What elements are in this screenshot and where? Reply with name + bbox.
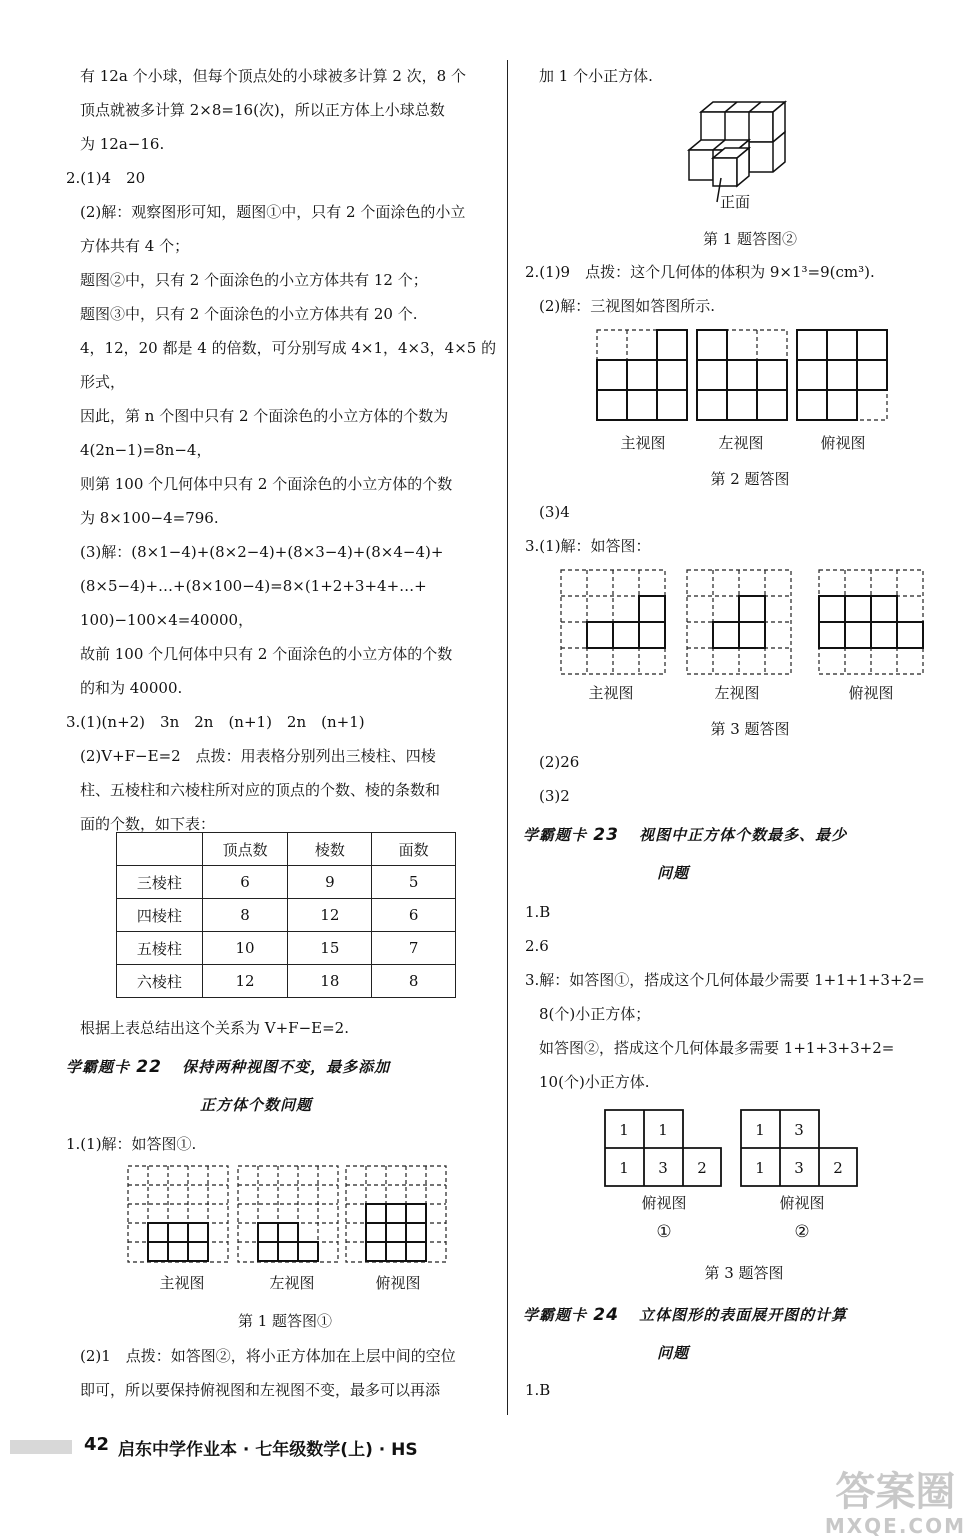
table-cell: 12 — [288, 899, 372, 932]
grid-cell: 1 — [755, 1159, 765, 1177]
text-line: 1.B — [525, 1381, 551, 1399]
page-number: 42 — [84, 1434, 110, 1455]
text-line: (3)解：(8×1−4)+(8×2−4)+(8×3−4)+(8×4−4)+ — [80, 543, 444, 561]
text-line: 的和为 40000. — [80, 679, 183, 697]
table-header-cell: 棱数 — [288, 833, 372, 866]
figure-caption: 第 1 题答图② — [702, 230, 798, 248]
text-line: (2)V+F−E=2 点拨：用表格分别列出三棱柱、四棱 — [80, 747, 436, 765]
figure-mark: ① — [656, 1222, 672, 1242]
card-label: 学霸题卡 — [66, 1058, 131, 1076]
table-cell: 四棱柱 — [117, 899, 203, 932]
section-header-23-cont: 问题 — [657, 864, 690, 882]
text-line: 形式， — [80, 373, 126, 391]
card-number: 22 — [136, 1057, 162, 1077]
text-line: 根据上表总结出这个关系为 V+F−E=2. — [80, 1019, 349, 1037]
text-line: 3.(1)(n+2) 3n 2n (n+1) 2n (n+1) — [66, 713, 365, 731]
table-cell: 6 — [372, 899, 456, 932]
text-line: 即可，所以要保持俯视图和左视图不变，最多可以再添 — [80, 1381, 441, 1399]
text-line: 3.解：如答图①，搭成这个几何体最少需要 1+1+1+3+2= — [525, 971, 925, 989]
view-label: 左视图 — [714, 684, 760, 702]
figure-caption: 第 3 题答图 — [710, 720, 790, 738]
text-line: 2.(1)9 点拨：这个几何体的体积为 9×1³=9(cm³). — [525, 263, 875, 281]
view-label: 俯视图 — [820, 434, 866, 452]
text-line: 加 1 个小正方体. — [539, 67, 653, 85]
table-cell: 10 — [202, 932, 288, 965]
text-line: (8×5−4)+…+(8×100−4)=8×(1+2+3+4+…+ — [80, 577, 427, 595]
table-cell: 8 — [202, 899, 288, 932]
text-line: 柱、五棱柱和六棱柱所对应的顶点的个数、棱的条数和 — [80, 781, 441, 799]
figure-caption: 第 2 题答图 — [710, 470, 790, 488]
prism-table — [116, 832, 456, 998]
grid-cell: 3 — [794, 1121, 804, 1139]
grid-cell: 1 — [619, 1159, 629, 1177]
view-label: 主视图 — [620, 434, 666, 452]
view-label: 俯视图 — [779, 1194, 825, 1212]
text-line: 8(个)小正方体； — [539, 1005, 651, 1023]
table-cell: 五棱柱 — [117, 932, 203, 965]
text-line: 方体共有 4 个； — [80, 237, 190, 255]
grid-cell: 1 — [755, 1121, 765, 1139]
grid-cell: 2 — [833, 1159, 843, 1177]
text-line: 3.(1)解：如答图： — [525, 537, 651, 555]
text-line: 题图②中，只有 2 个面涂色的小立方体共有 12 个； — [80, 271, 428, 289]
section-header-24 — [523, 1304, 847, 1325]
text-line: (2)解：三视图如答图所示. — [539, 297, 716, 315]
table-header-row — [117, 833, 456, 866]
view-label: 俯视图 — [375, 1274, 421, 1292]
text-line: 面的个数，如下表： — [80, 815, 216, 833]
text-line: 1.B — [525, 903, 551, 921]
text-line: 如答图②，搭成这个几何体最多需要 1+1+3+3+2= — [539, 1039, 895, 1057]
text-line: (3)4 — [539, 503, 570, 521]
card-number: 23 — [593, 825, 619, 845]
figure-caption: 第 1 题答图① — [237, 1312, 333, 1330]
text-line: (2)1 点拨：如答图②，将小正方体加在上层中间的空位 — [80, 1347, 456, 1365]
q1-views-figure — [126, 1164, 446, 1264]
table-cell: 9 — [288, 866, 372, 899]
q2-views-figure — [595, 328, 895, 422]
text-line: (2)26 — [539, 753, 580, 771]
table-header-cell: 顶点数 — [202, 833, 288, 866]
watermark-text: 答案圈 — [835, 1469, 956, 1515]
view-label: 主视图 — [159, 1274, 205, 1292]
table-cell: 6 — [202, 866, 288, 899]
text-line: 有 12a 个小球，但每个顶点处的小球被多计算 2 次，8 个 — [80, 67, 466, 85]
figure-mark: ② — [794, 1222, 810, 1242]
grid-cell: 2 — [697, 1159, 707, 1177]
text-line: 2.6 — [525, 937, 549, 955]
text-line: 为 12a−16. — [80, 135, 165, 153]
table-cell: 8 — [372, 965, 456, 998]
book-title: 启东中学作业本 · 七年级数学(上) · HS — [118, 1440, 418, 1460]
grid-cell: 1 — [658, 1121, 668, 1139]
table-cell: 15 — [288, 932, 372, 965]
view-label: 主视图 — [588, 684, 634, 702]
table-cell: 三棱柱 — [117, 866, 203, 899]
text-line: 因此，第 n 个图中只有 2 个面涂色的小立方体的个数为 — [80, 407, 449, 425]
section-header-24-cont: 问题 — [657, 1344, 690, 1362]
table-header-cell: 面数 — [372, 833, 456, 866]
table-header-cell — [117, 833, 203, 866]
text-line: 顶点就被多计算 2×8=16(次)，所以正方体上小球总数 — [80, 101, 445, 119]
table-cell: 7 — [372, 932, 456, 965]
text-line: 100)−100×4=40000， — [80, 611, 254, 629]
watermark-url: MXQE.COM — [824, 1514, 966, 1538]
table-row — [117, 899, 456, 932]
watermark-logo — [825, 1470, 966, 1538]
text-line: 4，12，20 都是 4 的倍数，可分别写成 4×1，4×3，4×5 的 — [80, 339, 497, 357]
card-title: 立体图形的表面展开图的计算 — [639, 1306, 848, 1324]
text-line: 2.(1)4 20 — [66, 169, 146, 187]
table-cell: 12 — [202, 965, 288, 998]
text-line: 为 8×100−4=796. — [80, 509, 219, 527]
page-footer — [0, 1418, 974, 1478]
card-title: 视图中正方体个数最多、最少 — [639, 826, 848, 844]
card-label: 学霸题卡 — [523, 1306, 588, 1324]
figure-caption: 第 3 题答图 — [704, 1264, 784, 1282]
text-line: 则第 100 个几何体中只有 2 个面涂色的小立方体的个数 — [80, 475, 453, 493]
numbered-grids-figure — [603, 1108, 863, 1190]
text-line: 题图③中，只有 2 个面涂色的小立方体共有 20 个. — [80, 305, 418, 323]
section-header-22-cont: 正方体个数问题 — [200, 1096, 313, 1114]
card-label: 学霸题卡 — [523, 826, 588, 844]
card-title: 保持两种视图不变，最多添加 — [182, 1058, 391, 1076]
view-label: 俯视图 — [641, 1194, 687, 1212]
grid-cell: 3 — [794, 1159, 804, 1177]
section-header-23 — [523, 824, 847, 845]
text-line: (2)解：观察图形可知，题图①中，只有 2 个面涂色的小立 — [80, 203, 466, 221]
view-label: 左视图 — [269, 1274, 315, 1292]
table-row — [117, 932, 456, 965]
table-row — [117, 866, 456, 899]
text-line: 故前 100 个几何体中只有 2 个面涂色的小立方体的个数 — [80, 645, 453, 663]
card-number: 24 — [593, 1305, 619, 1325]
table-cell: 18 — [288, 965, 372, 998]
view-label: 左视图 — [718, 434, 764, 452]
text-line: 1.(1)解：如答图①. — [66, 1135, 197, 1153]
text-line: 4(2n−1)=8n−4， — [80, 441, 212, 459]
q3-views-figure — [559, 568, 939, 676]
column-divider — [507, 60, 508, 1415]
grid-cell: 3 — [658, 1159, 668, 1177]
table-row — [117, 965, 456, 998]
section-header-22 — [66, 1056, 390, 1077]
grid-cell: 1 — [619, 1121, 629, 1139]
text-line: (3)2 — [539, 787, 570, 805]
table-cell: 5 — [372, 866, 456, 899]
text-line: 10(个)小正方体. — [539, 1073, 650, 1091]
view-label: 俯视图 — [848, 684, 894, 702]
front-label: 正面 — [720, 193, 751, 211]
table-cell: 六棱柱 — [117, 965, 203, 998]
footer-bar — [10, 1440, 72, 1454]
